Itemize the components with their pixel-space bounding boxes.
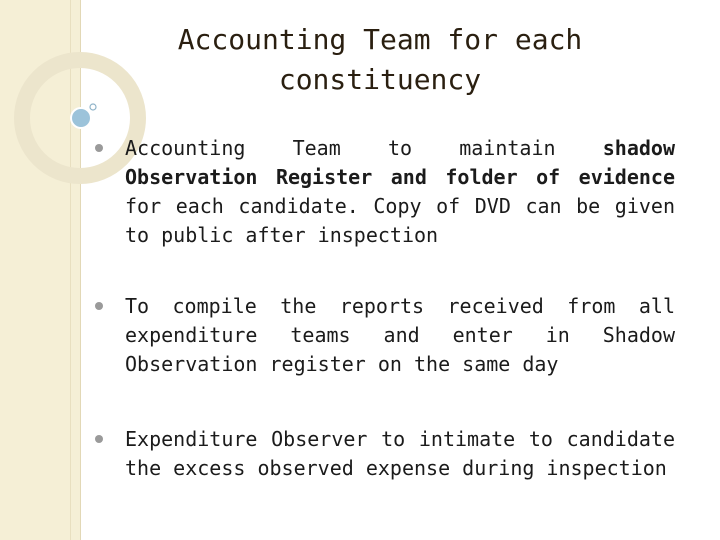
accent-circle-icon <box>71 108 91 128</box>
bullet-list <box>95 134 675 483</box>
bullet-dot-icon <box>95 302 103 310</box>
bullet-text: To compile the reports received from all expenditure teams and enter in Shadow Observation register on the same day <box>125 294 675 376</box>
bullet-item-compile-reports <box>95 292 675 379</box>
bullet-item-excess-expense <box>95 425 675 483</box>
bullet-dot-icon <box>95 144 103 152</box>
bullet-item-shadow-register <box>95 134 675 250</box>
bullet-text: Expenditure Observer to intimate to candidate the excess observed expense during inspection <box>125 427 675 480</box>
bullet-dot-icon <box>95 435 103 443</box>
bullet-text-suffix: for each candidate. Copy of DVD can be given to public after inspection <box>125 194 675 247</box>
slide-title: Accounting Team for each constituency <box>177 23 583 96</box>
small-circle-icon <box>90 104 96 110</box>
bullet-text-bold: shadow Observation Register and folder of evidence <box>125 136 675 189</box>
bullet-text-prefix: Accounting Team to maintain <box>125 136 603 160</box>
